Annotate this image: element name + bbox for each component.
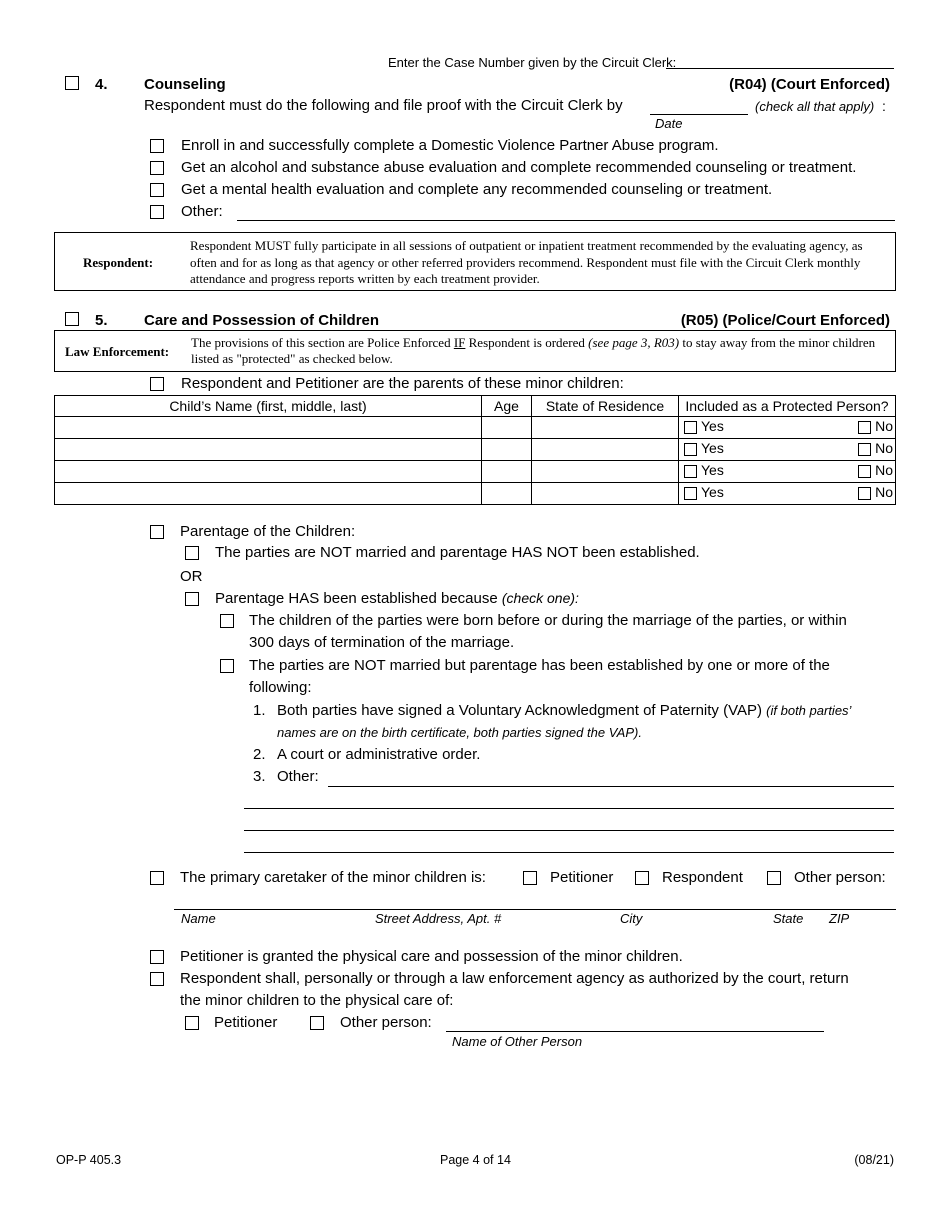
section4-title: Counseling xyxy=(144,76,226,93)
form-id: OP-P 405.3 xyxy=(56,1153,122,1167)
date-field[interactable] xyxy=(650,114,748,115)
section5-title: Care and Possession of Children xyxy=(144,312,380,329)
children-table xyxy=(54,395,896,505)
section5-code: (R05) (Police/Court Enforced) xyxy=(680,312,890,329)
respondent-return-checkbox[interactable] xyxy=(150,972,164,986)
option-dv-program-checkbox[interactable] xyxy=(150,139,164,153)
age-cell[interactable] xyxy=(482,461,532,483)
other-parentage-line-2[interactable] xyxy=(244,808,894,809)
caretaker-petitioner-label: Petitioner xyxy=(550,869,614,886)
child-name-cell[interactable] xyxy=(55,461,482,483)
check-all-note: (check all that apply) xyxy=(755,99,875,114)
other-parentage-line-4[interactable] xyxy=(244,852,894,853)
list-item-1-note: names are on the birth certificate, both parties signed the VAP). xyxy=(277,725,642,740)
list-item-2-num: 2. xyxy=(253,746,266,763)
option-mental-health-checkbox[interactable] xyxy=(150,183,164,197)
list-item-2: A court or administrative order. xyxy=(277,746,481,763)
parentage-title: Parentage of the Children: xyxy=(180,523,356,540)
no-label: No xyxy=(875,418,893,434)
section5-number: 5. xyxy=(95,312,108,329)
parentage-checkbox[interactable] xyxy=(150,525,164,539)
table-row xyxy=(55,439,896,461)
age-cell[interactable] xyxy=(482,417,532,439)
born-during-checkbox[interactable] xyxy=(220,614,234,628)
not-established-text: The parties are NOT married and parentage HAS NOT been established. xyxy=(215,544,700,561)
return-other-checkbox[interactable] xyxy=(310,1016,324,1030)
form-date: (08/21) xyxy=(854,1153,894,1167)
law-enforcement-box xyxy=(54,330,896,372)
no-label: No xyxy=(875,484,893,500)
state-cell[interactable] xyxy=(532,483,679,505)
address-state-label: State xyxy=(773,911,804,926)
state-cell[interactable] xyxy=(532,417,679,439)
list-item-1: Both parties have signed a Voluntary Acknowledgment of Paternity (VAP) (if both parties’ xyxy=(277,702,852,719)
parents-statement: Respondent and Petitioner are the parents of these minor children: xyxy=(181,375,624,392)
col-protected: Included as a Protected Person? xyxy=(679,396,896,417)
respondent-notice-text: Respondent MUST fully participate in all sessions of outpatient or inpatient treatment recommended by the evaluating agency, as often and for as long as that agency or other referred providers recommend. Respondent must file with the Circuit Clerk monthly attendance and progress reports written by each treatment provider. xyxy=(190,238,863,286)
address-name-label: Name xyxy=(181,911,216,926)
instruction-colon: : xyxy=(882,98,886,114)
yes-label: Yes xyxy=(701,484,724,500)
no-checkbox[interactable] xyxy=(858,443,871,456)
option-substance-checkbox[interactable] xyxy=(150,161,164,175)
state-cell[interactable] xyxy=(532,439,679,461)
case-number-label: Enter the Case Number given by the Circuit Clerk: xyxy=(388,55,677,70)
list-item-3-num: 3. xyxy=(253,768,266,785)
section4-instruction: Respondent must do the following and file proof with the Circuit Clerk by xyxy=(144,97,623,114)
law-enforcement-label: Law Enforcement: xyxy=(65,344,170,359)
age-cell[interactable] xyxy=(482,439,532,461)
section4-checkbox[interactable] xyxy=(65,76,79,90)
yes-label: Yes xyxy=(701,418,724,434)
has-established-text: Parentage HAS been established because (check one): xyxy=(215,590,579,607)
respondent-notice-box xyxy=(54,232,896,291)
other-counseling-field[interactable] xyxy=(237,220,895,221)
no-checkbox[interactable] xyxy=(858,487,871,500)
return-petitioner-label: Petitioner xyxy=(214,1014,278,1031)
age-cell[interactable] xyxy=(482,483,532,505)
not-married-established-line2: following: xyxy=(249,679,312,696)
yes-label: Yes xyxy=(701,440,724,456)
caretaker-respondent-label: Respondent xyxy=(662,869,743,886)
other-person-name-field[interactable] xyxy=(446,1031,824,1032)
not-married-established-line1: The parties are NOT married but parentage has been established by one or more of the xyxy=(249,657,830,674)
col-state: State of Residence xyxy=(532,396,679,417)
list-item-3: Other: xyxy=(277,768,319,785)
caretaker-other-checkbox[interactable] xyxy=(767,871,781,885)
not-established-checkbox[interactable] xyxy=(185,546,199,560)
col-child-name: Child’s Name (first, middle, last) xyxy=(55,396,482,417)
address-city-label: City xyxy=(620,911,643,926)
child-name-cell[interactable] xyxy=(55,439,482,461)
option-other: Other: xyxy=(181,203,223,220)
address-zip-label: ZIP xyxy=(829,911,850,926)
table-row xyxy=(55,417,896,439)
other-parentage-line-3[interactable] xyxy=(244,830,894,831)
child-name-cell[interactable] xyxy=(55,483,482,505)
table-row xyxy=(55,483,896,505)
case-number-field[interactable] xyxy=(666,68,894,69)
caretaker-checkbox[interactable] xyxy=(150,871,164,885)
page-number: Page 4 of 14 xyxy=(440,1153,511,1167)
no-label: No xyxy=(875,462,893,478)
no-checkbox[interactable] xyxy=(858,465,871,478)
option-dv-program: Enroll in and successfully complete a Domestic Violence Partner Abuse program. xyxy=(181,137,719,154)
option-substance: Get an alcohol and substance abuse evaluation and complete recommended counseling or treatment. xyxy=(181,159,857,176)
table-row xyxy=(55,461,896,483)
state-cell[interactable] xyxy=(532,461,679,483)
yes-label: Yes xyxy=(701,462,724,478)
born-during-line2: 300 days of termination of the marriage. xyxy=(249,634,515,651)
other-parentage-field[interactable] xyxy=(328,786,894,787)
petitioner-granted-text: Petitioner is granted the physical care and possession of the minor children. xyxy=(180,948,683,965)
yes-checkbox[interactable] xyxy=(684,421,697,434)
child-name-cell[interactable] xyxy=(55,417,482,439)
caretaker-label: The primary caretaker of the minor children is: xyxy=(180,869,486,886)
return-petitioner-checkbox[interactable] xyxy=(185,1016,199,1030)
section4-number: 4. xyxy=(95,76,108,93)
yes-checkbox[interactable] xyxy=(684,443,697,456)
born-during-line1: The children of the parties were born before or during the marriage of the parties, or within xyxy=(249,612,847,629)
option-other-checkbox[interactable] xyxy=(150,205,164,219)
no-checkbox[interactable] xyxy=(858,421,871,434)
yes-checkbox[interactable] xyxy=(684,465,697,478)
list-item-1-num: 1. xyxy=(253,702,266,719)
not-married-established-checkbox[interactable] xyxy=(220,659,234,673)
law-enforcement-text: The provisions of this section are Police Enforced IF Respondent is ordered (see page 3, R03) to stay away from the minor children listed as "protected" as checked below. xyxy=(191,335,876,366)
section5-checkbox[interactable] xyxy=(65,312,79,326)
section4-code: (R04) (Court Enforced) xyxy=(729,76,890,93)
petitioner-granted-checkbox[interactable] xyxy=(150,950,164,964)
caretaker-other-label: Other person: xyxy=(794,869,886,886)
yes-checkbox[interactable] xyxy=(684,487,697,500)
address-street-label: Street Address, Apt. # xyxy=(375,911,502,926)
respondent-return-line1: Respondent shall, personally or through a law enforcement agency as authorized by the court, return xyxy=(180,970,849,987)
no-label: No xyxy=(875,440,893,456)
respondent-return-line2: the minor children to the physical care of: xyxy=(180,992,454,1009)
col-age: Age xyxy=(482,396,532,417)
caretaker-petitioner-checkbox[interactable] xyxy=(523,871,537,885)
has-established-checkbox[interactable] xyxy=(185,592,199,606)
respondent-notice-label: Respondent: xyxy=(83,255,154,270)
parents-checkbox[interactable] xyxy=(150,377,164,391)
other-person-name-label: Name of Other Person xyxy=(452,1034,583,1049)
return-other-label: Other person: xyxy=(340,1014,432,1031)
date-label: Date xyxy=(655,116,683,131)
option-mental-health: Get a mental health evaluation and complete any recommended counseling or treatment. xyxy=(181,181,773,198)
table-header-row xyxy=(55,396,896,417)
caretaker-respondent-checkbox[interactable] xyxy=(635,871,649,885)
or-label: OR xyxy=(180,568,203,585)
caretaker-address-field[interactable] xyxy=(174,909,896,910)
